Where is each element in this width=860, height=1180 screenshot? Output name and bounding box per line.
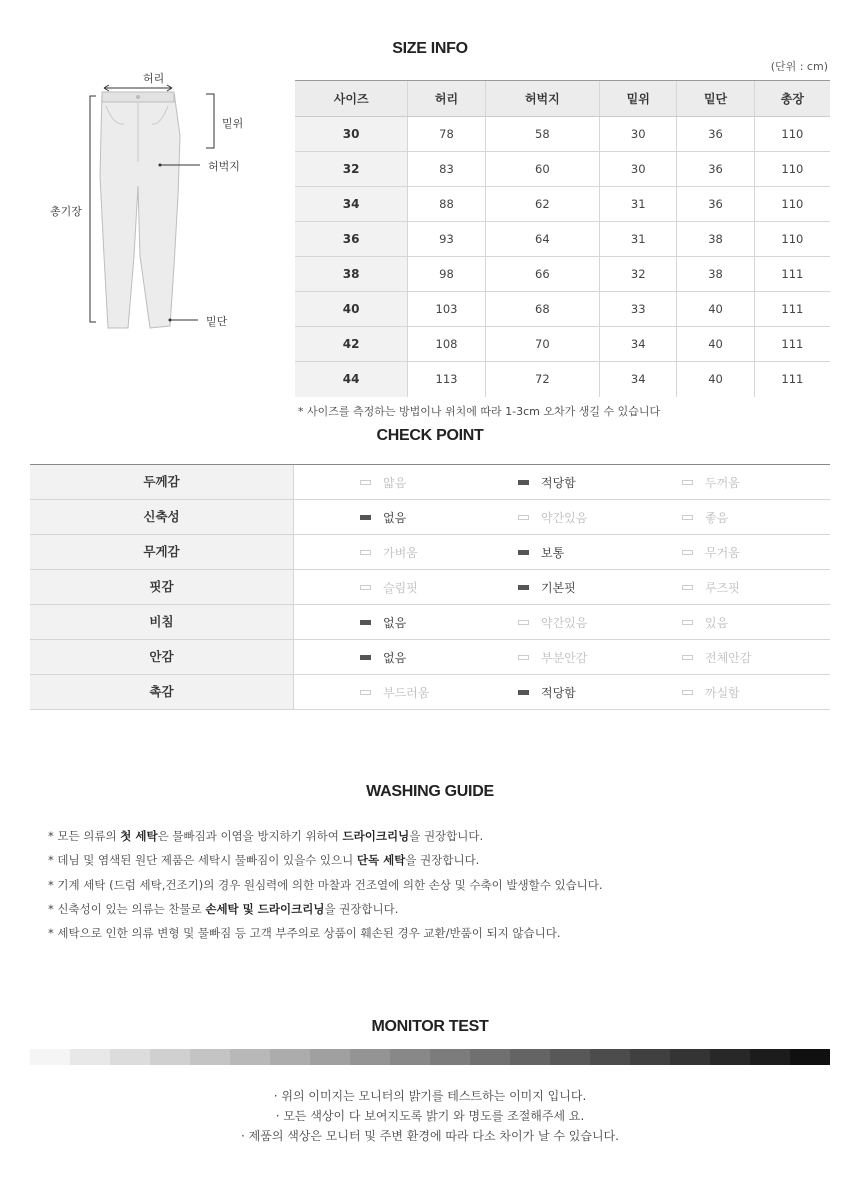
- selected-marker-icon: [518, 585, 529, 590]
- washing-text: 을 권장합니다.: [409, 829, 484, 843]
- size-label-cell: 36: [295, 222, 408, 257]
- check-option-label: 약간있음: [541, 510, 588, 525]
- check-option-label: 보통: [541, 545, 565, 560]
- unselected-marker-icon: [682, 690, 693, 695]
- check-option: [518, 465, 576, 499]
- monitor-note-line: · 위의 이미지는 모니터의 밝기를 테스트하는 이미지 입니다.: [273, 1089, 587, 1103]
- check-options: [294, 500, 830, 534]
- unselected-marker-icon: [682, 620, 693, 625]
- washing-text: 을 권장합니다.: [324, 901, 399, 916]
- size-value-cell: 36: [677, 117, 754, 152]
- hem-label: 밑단: [206, 315, 228, 328]
- size-label-cell: 32: [295, 152, 408, 187]
- check-option-label: 없음: [383, 650, 407, 665]
- size-value-cell: 38: [677, 257, 754, 292]
- size-value-cell: 36: [677, 152, 754, 187]
- washing-text: * 기계 세탁 (드럼 세탁,건조기)의 경우 원심력에 의한 마찰과 건조열에 의한 손상 및 수축이 발생할수 있습니다.: [48, 877, 603, 892]
- check-option: [682, 465, 740, 499]
- selected-marker-icon: [518, 690, 529, 695]
- pants-measurement-diagram: [40, 66, 280, 336]
- gradient-swatch: [550, 1049, 590, 1065]
- check-row: [30, 605, 830, 640]
- check-option: [360, 675, 429, 709]
- check-option-label: 슬림핏: [383, 580, 418, 595]
- check-option: [682, 605, 728, 639]
- check-row: [30, 500, 830, 535]
- size-value-cell: 38: [677, 222, 754, 257]
- check-option: [518, 675, 576, 709]
- size-label-cell: 42: [295, 327, 408, 362]
- unselected-marker-icon: [518, 620, 529, 625]
- washing-line: [48, 921, 603, 945]
- size-header-cell: 밑단: [677, 81, 754, 117]
- jeans-illustration-icon: [40, 66, 280, 336]
- check-option: [518, 500, 587, 534]
- check-option: [360, 605, 406, 639]
- check-option-label: 약간있음: [541, 615, 588, 630]
- check-options: [294, 605, 830, 639]
- gradient-swatch: [510, 1049, 550, 1065]
- gradient-swatch: [150, 1049, 190, 1065]
- selected-marker-icon: [518, 550, 529, 555]
- gradient-swatch: [430, 1049, 470, 1065]
- size-label-cell: 40: [295, 292, 408, 327]
- check-option-label: 두꺼움: [705, 475, 740, 490]
- table-row: [295, 327, 830, 362]
- gradient-swatch: [350, 1049, 390, 1065]
- check-category: 촉감: [30, 675, 294, 709]
- check-option: [360, 465, 406, 499]
- check-row: [30, 675, 830, 710]
- check-option-label: 좋음: [705, 510, 729, 525]
- gradient-swatch: [670, 1049, 710, 1065]
- size-value-cell: 111: [754, 362, 830, 397]
- gradient-swatch: [230, 1049, 270, 1065]
- check-options: [294, 535, 830, 569]
- gradient-swatch: [710, 1049, 750, 1065]
- washing-line: [48, 848, 603, 872]
- size-label-cell: 38: [295, 257, 408, 292]
- gradient-swatch: [110, 1049, 150, 1065]
- check-option-label: 없음: [383, 615, 407, 630]
- size-header-cell: 허벅지: [485, 81, 599, 117]
- check-category: 무게감: [30, 535, 294, 569]
- unselected-marker-icon: [518, 515, 529, 520]
- check-option-label: 기본핏: [541, 580, 576, 595]
- unselected-marker-icon: [360, 480, 371, 485]
- washing-guide-list: [48, 824, 603, 945]
- size-value-cell: 110: [754, 152, 830, 187]
- check-option-label: 부드러움: [383, 685, 430, 700]
- selected-marker-icon: [518, 480, 529, 485]
- check-option: [682, 500, 728, 534]
- size-header-cell: 허리: [408, 81, 485, 117]
- thigh-label: 허벅지: [208, 160, 240, 173]
- size-value-cell: 111: [754, 327, 830, 362]
- washing-guide-title: WASHING GUIDE: [366, 783, 494, 800]
- check-row: [30, 570, 830, 605]
- size-info-title: SIZE INFO: [392, 40, 468, 57]
- table-row: [295, 222, 830, 257]
- size-value-cell: 40: [677, 292, 754, 327]
- check-row: [30, 640, 830, 675]
- gradient-swatch: [30, 1049, 70, 1065]
- selected-marker-icon: [360, 515, 371, 520]
- gradient-swatch: [390, 1049, 430, 1065]
- size-value-cell: 33: [600, 292, 677, 327]
- gradient-swatch: [190, 1049, 230, 1065]
- size-value-cell: 108: [408, 327, 485, 362]
- check-option: [518, 640, 587, 674]
- unselected-marker-icon: [682, 585, 693, 590]
- size-value-cell: 83: [408, 152, 485, 187]
- size-header-cell: 사이즈: [295, 81, 408, 117]
- size-table-header: [295, 81, 830, 117]
- table-row: [295, 152, 830, 187]
- washing-text: * 모든 의류의: [48, 829, 121, 843]
- gradient-swatch: [750, 1049, 790, 1065]
- size-value-cell: 110: [754, 187, 830, 222]
- check-option-label: 얇음: [383, 475, 407, 490]
- check-point-title: CHECK POINT: [376, 427, 484, 444]
- check-option-label: 무거움: [705, 545, 740, 560]
- size-value-cell: 31: [600, 187, 677, 222]
- check-option-label: 부분안감: [541, 650, 588, 665]
- size-value-cell: 111: [754, 292, 830, 327]
- check-option-label: 가벼움: [383, 545, 418, 560]
- size-value-cell: 34: [600, 327, 677, 362]
- size-value-cell: 70: [485, 327, 599, 362]
- size-value-cell: 32: [600, 257, 677, 292]
- check-category: 비침: [30, 605, 294, 639]
- size-label-cell: 34: [295, 187, 408, 222]
- check-options: [294, 640, 830, 674]
- size-header-cell: 총장: [754, 81, 830, 117]
- length-label: 총기장: [50, 205, 82, 218]
- check-option-label: 까실함: [705, 685, 740, 700]
- size-value-cell: 40: [677, 327, 754, 362]
- size-value-cell: 72: [485, 362, 599, 397]
- size-value-cell: 34: [600, 362, 677, 397]
- check-option-label: 전체안감: [705, 650, 752, 665]
- monitor-note-line: · 제품의 색상은 모니터 및 주변 환경에 따라 다소 차이가 날 수 있습니다.: [241, 1129, 619, 1143]
- size-value-cell: 36: [677, 187, 754, 222]
- washing-line: [48, 824, 603, 848]
- washing-line: [48, 897, 603, 921]
- size-value-cell: 40: [677, 362, 754, 397]
- gradient-swatch: [70, 1049, 110, 1065]
- size-value-cell: 58: [485, 117, 599, 152]
- check-options: [294, 465, 830, 499]
- check-category: 핏감: [30, 570, 294, 604]
- check-option: [682, 675, 740, 709]
- check-point-table: [30, 464, 830, 710]
- check-category: 신축성: [30, 500, 294, 534]
- size-value-cell: 30: [600, 152, 677, 187]
- unselected-marker-icon: [360, 690, 371, 695]
- washing-emphasis: 드라이크리닝: [342, 829, 410, 843]
- selected-marker-icon: [360, 655, 371, 660]
- monitor-note-line: · 모든 색상이 다 보여지도록 밝기 와 명도를 조절해주세 요.: [275, 1109, 585, 1123]
- washing-emphasis: 손세탁 및 드라이크리닝: [205, 901, 325, 916]
- selected-marker-icon: [360, 620, 371, 625]
- size-value-cell: 113: [408, 362, 485, 397]
- washing-text: 을 권장합니다.: [405, 853, 480, 868]
- table-row: [295, 292, 830, 327]
- table-row: [295, 187, 830, 222]
- check-options: [294, 570, 830, 604]
- size-value-cell: 31: [600, 222, 677, 257]
- check-category: 안감: [30, 640, 294, 674]
- washing-text: 은 물빠짐과 이염을 방지하기 위하여: [157, 829, 343, 843]
- size-value-cell: 64: [485, 222, 599, 257]
- washing-emphasis: 첫 세탁: [120, 829, 158, 843]
- size-note: * 사이즈를 측정하는 방법이나 위치에 따라 1-3cm 오차가 생길 수 있습니다: [298, 405, 661, 418]
- gradient-swatch: [270, 1049, 310, 1065]
- gradient-swatch: [470, 1049, 510, 1065]
- table-row: [295, 117, 830, 152]
- gradient-swatch: [790, 1049, 830, 1065]
- size-value-cell: 66: [485, 257, 599, 292]
- size-table: [295, 80, 830, 397]
- rise-label: 밑위: [222, 117, 244, 130]
- size-value-cell: 62: [485, 187, 599, 222]
- check-row: [30, 465, 830, 500]
- washing-text: * 신축성이 있는 의류는 찬물로: [48, 901, 206, 916]
- check-option: [518, 570, 576, 604]
- size-value-cell: 60: [485, 152, 599, 187]
- size-value-cell: 111: [754, 257, 830, 292]
- waist-label: 허리: [143, 72, 165, 85]
- unselected-marker-icon: [682, 515, 693, 520]
- check-option-label: 없음: [383, 510, 407, 525]
- size-label-cell: 30: [295, 117, 408, 152]
- check-option: [360, 570, 418, 604]
- check-option: [360, 500, 406, 534]
- monitor-test-title: MONITOR TEST: [371, 1018, 489, 1035]
- size-header-cell: 밑위: [600, 81, 677, 117]
- size-value-cell: 68: [485, 292, 599, 327]
- check-option-label: 루즈핏: [705, 580, 740, 595]
- check-option: [518, 605, 587, 639]
- size-value-cell: 30: [600, 117, 677, 152]
- check-row: [30, 535, 830, 570]
- size-value-cell: 88: [408, 187, 485, 222]
- check-option: [518, 535, 564, 569]
- washing-line: [48, 873, 603, 897]
- check-option: [682, 640, 751, 674]
- unselected-marker-icon: [682, 480, 693, 485]
- size-value-cell: 98: [408, 257, 485, 292]
- unselected-marker-icon: [682, 550, 693, 555]
- gradient-swatch: [310, 1049, 350, 1065]
- check-category: 두께감: [30, 465, 294, 499]
- monitor-gradient-bar: [30, 1049, 830, 1065]
- gradient-swatch: [590, 1049, 630, 1065]
- unselected-marker-icon: [360, 585, 371, 590]
- washing-emphasis: 단독 세탁: [356, 853, 406, 868]
- size-value-cell: 103: [408, 292, 485, 327]
- check-options: [294, 675, 830, 709]
- size-value-cell: 110: [754, 117, 830, 152]
- check-option-label: 적당함: [541, 475, 576, 490]
- table-row: [295, 257, 830, 292]
- check-option: [682, 535, 740, 569]
- gradient-swatch: [630, 1049, 670, 1065]
- unselected-marker-icon: [518, 655, 529, 660]
- check-option-label: 있음: [705, 615, 729, 630]
- size-value-cell: 78: [408, 117, 485, 152]
- check-option-label: 적당함: [541, 685, 576, 700]
- size-value-cell: 110: [754, 222, 830, 257]
- size-label-cell: 44: [295, 362, 408, 397]
- check-option: [360, 535, 418, 569]
- monitor-notes: [0, 1086, 860, 1146]
- unselected-marker-icon: [360, 550, 371, 555]
- size-value-cell: 93: [408, 222, 485, 257]
- washing-text: * 세탁으로 인한 의류 변형 및 물빠짐 등 고객 부주의로 상품이 훼손된 경우 교환/반품이 되지 않습니다.: [48, 926, 561, 941]
- washing-text: * 데님 및 염색된 원단 제품은 세탁시 물빠짐이 있을수 있으니: [48, 853, 357, 868]
- unselected-marker-icon: [682, 655, 693, 660]
- check-option: [682, 570, 740, 604]
- unit-label: (단위 : cm): [770, 60, 828, 73]
- table-row: [295, 362, 830, 397]
- check-option: [360, 640, 406, 674]
